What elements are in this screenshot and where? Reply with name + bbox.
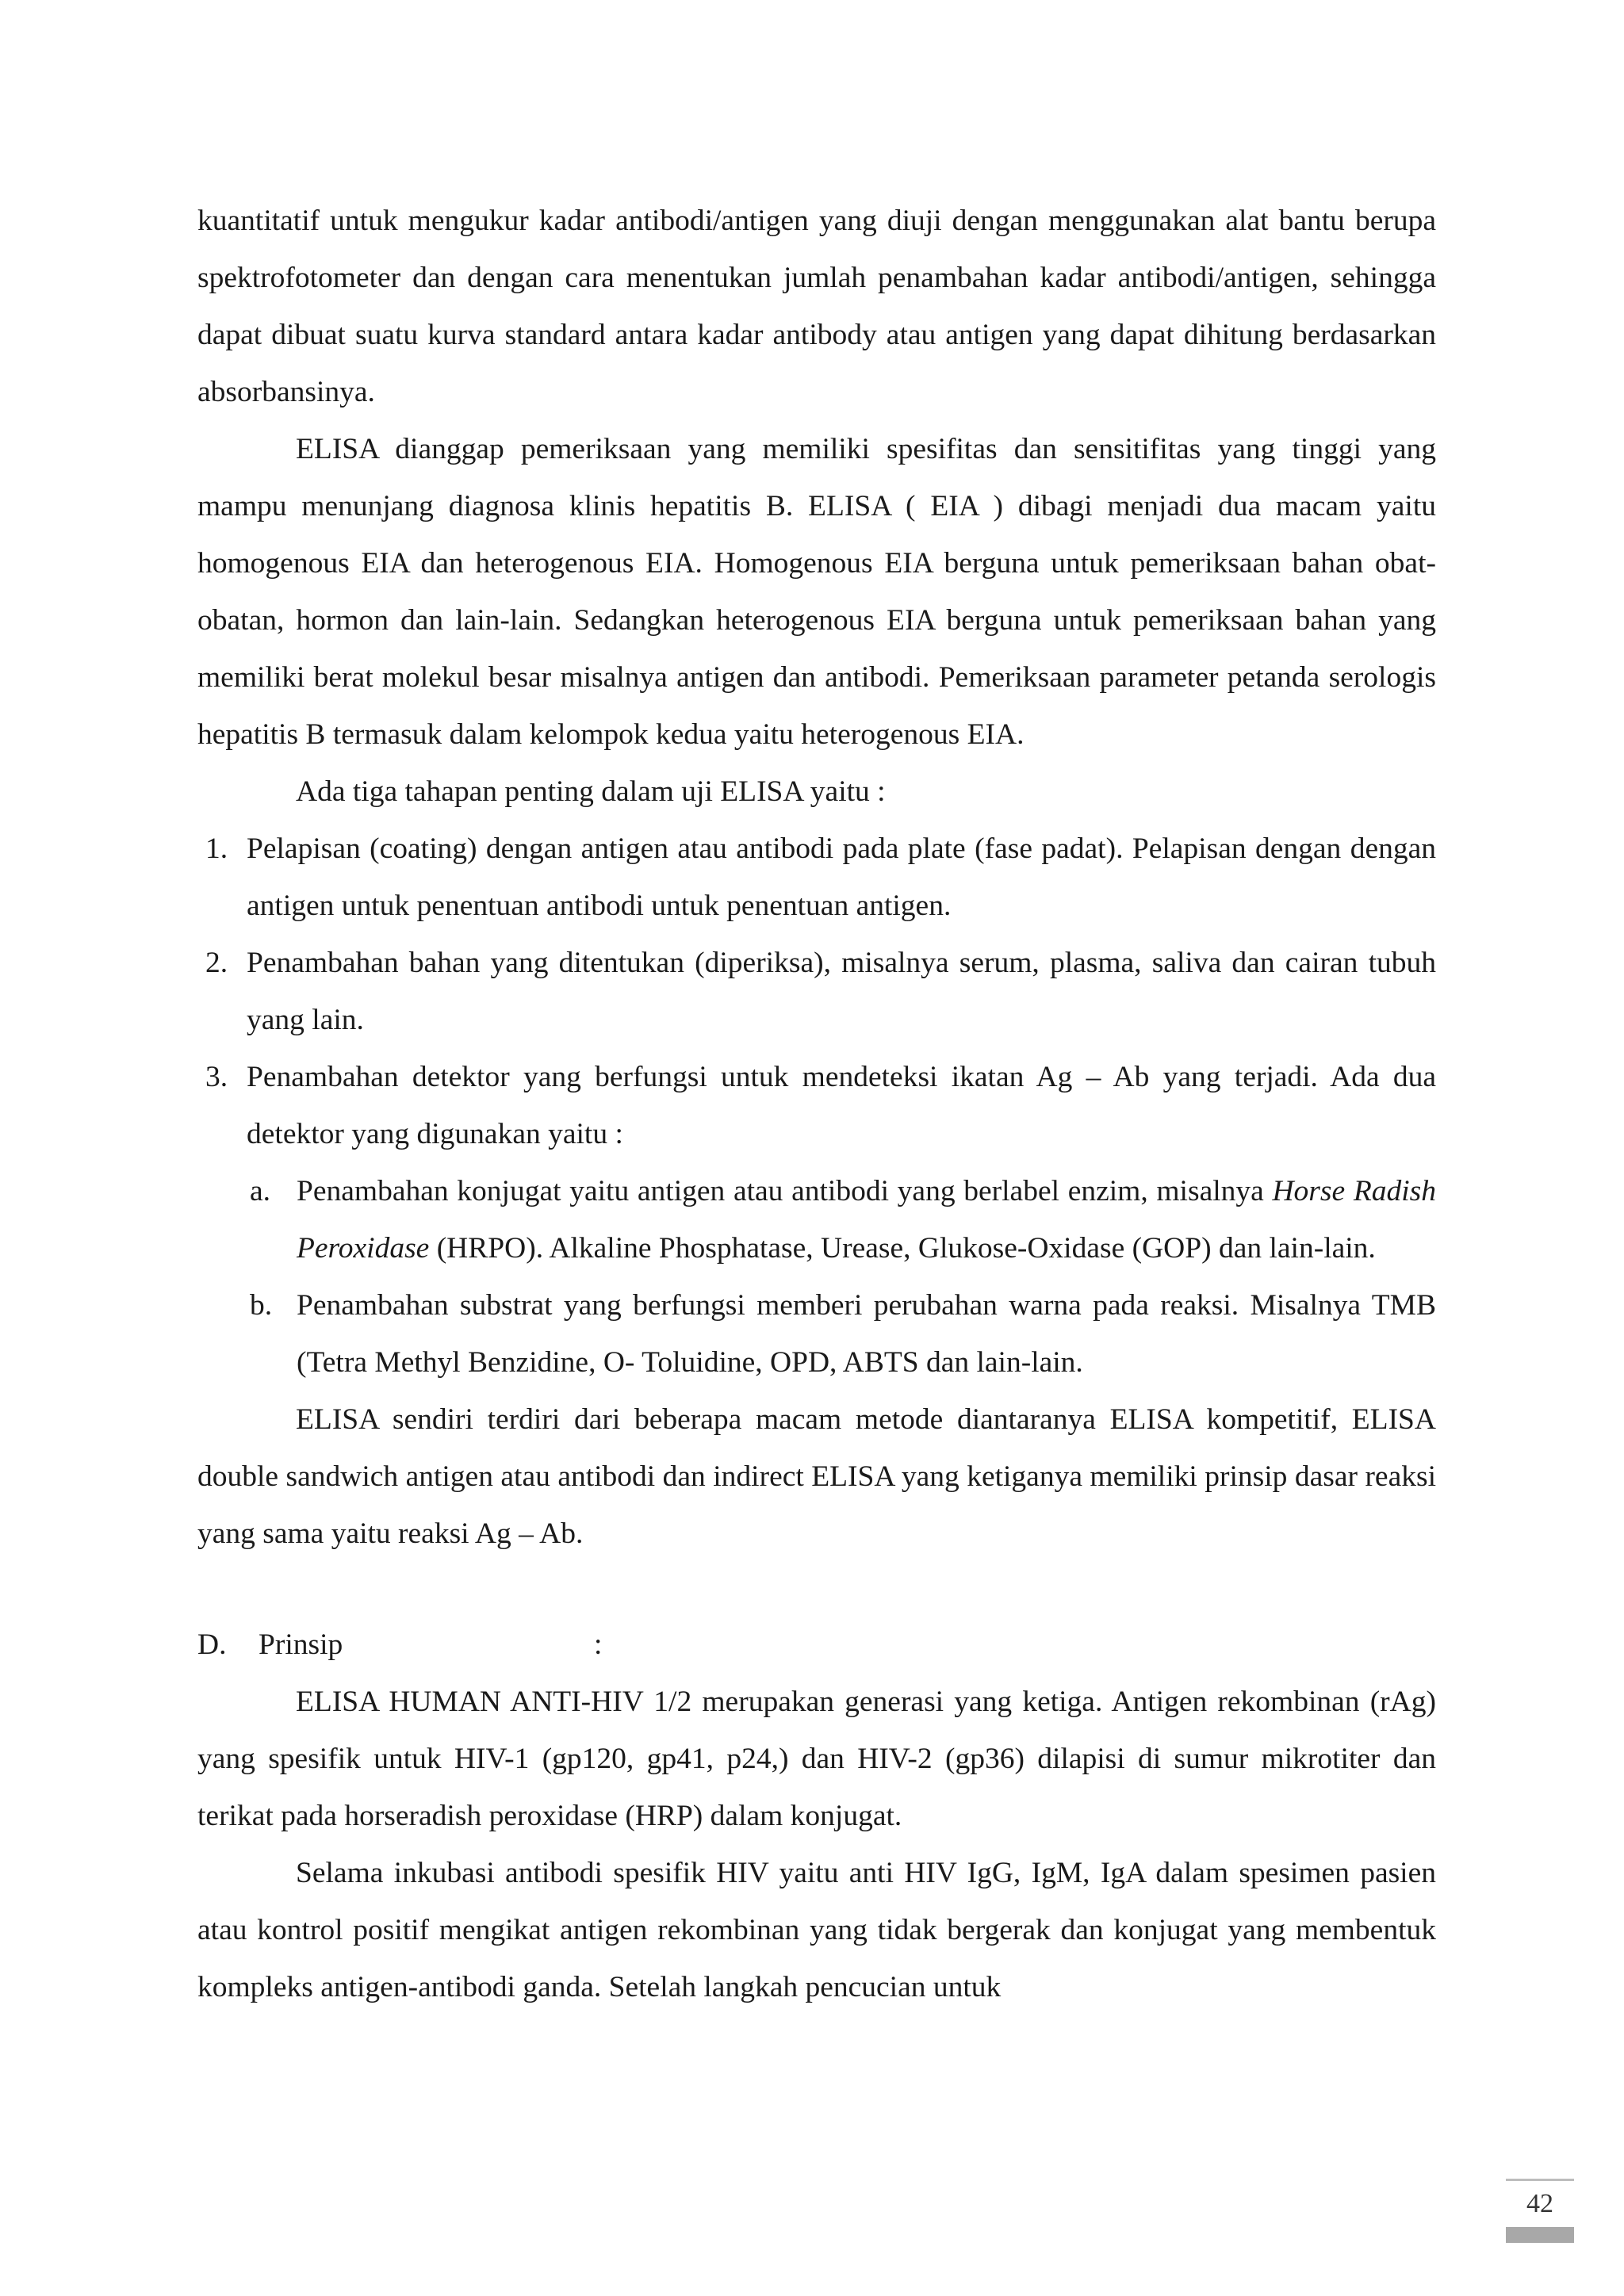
section-number: D. — [197, 1628, 227, 1661]
paragraph-elisa-methods: ELISA sendiri terdiri dari beberapa macam metode diantaranya ELISA kompetitif, ELISA double sandwich antigen atau antibodi dan indirect ELISA yang ketiganya memiliki prinsip dasar reaksi yang sama yaitu reaksi Ag – Ab. — [197, 1403, 1436, 1550]
sub-list-text-after: (HRPO). Alkaline Phosphatase, Urease, Glukose-Oxidase (GOP) dan lain-lain. — [429, 1232, 1376, 1265]
page-number: 42 — [1526, 2189, 1553, 2218]
section-heading — [197, 1617, 1436, 1674]
section-colon: : — [594, 1628, 603, 1661]
list-item — [197, 935, 1436, 1049]
italic-term: Horse Radish Peroxidase — [297, 1175, 1436, 1265]
list-item-text: Penambahan bahan yang ditentukan (diperiksa), misalnya serum, plasma, saliva dan cairan tubuh yang lain. — [247, 947, 1436, 1036]
elisa-steps-list — [197, 821, 1436, 1391]
section-title: Prinsip — [259, 1628, 343, 1661]
list-item — [197, 821, 1436, 935]
sub-list-text-before: Penambahan konjugat yaitu antigen atau antibodi yang berlabel enzim, misalnya — [297, 1175, 1273, 1207]
page-number-bar — [1506, 2227, 1574, 2243]
sub-list-letter: a. — [250, 1175, 271, 1207]
paragraph-principle-1: ELISA HUMAN ANTI-HIV 1/2 merupakan generasi yang ketiga. Antigen rekombinan (rAg) yang spesifik untuk HIV-1 (gp120, gp41, p24,) dan HIV-2 (gp36) dilapisi di sumur mikrotiter dan terikat pada horseradish peroxidase (HRP) dalam konjugat. — [197, 1686, 1436, 1832]
list-item-number: 2. — [205, 947, 228, 979]
list-item-number: 3. — [205, 1061, 228, 1093]
paragraph-principle-2: Selama inkubasi antibodi spesifik HIV yaitu anti HIV IgG, IgM, IgA dalam spesimen pasien atau kontrol positif mengikat antigen rekombinan yang tidak bergerak dan konjugat yang membentuk kompleks antigen-antibodi ganda. Setelah langkah pencucian untuk — [197, 1857, 1436, 2003]
page-number-box — [1506, 2179, 1574, 2243]
sub-list-item — [197, 1277, 1436, 1391]
list-item-text: Pelapisan (coating) dengan antigen atau antibodi pada plate (fase padat). Pelapisan dengan dengan antigen untuk penentuan antibodi untuk penentuan antigen. — [247, 832, 1436, 922]
document-body — [197, 193, 1436, 2016]
paragraph-elisa-stages-intro: Ada tiga tahapan penting dalam uji ELISA yaitu : — [296, 775, 886, 808]
paragraph-elisa-specificity: ELISA dianggap pemeriksaan yang memiliki spesifitas dan sensitifitas yang tinggi yang mampu menunjang diagnosa klinis hepatitis B. ELISA ( EIA ) dibagi menjadi dua macam yaitu homogenous EIA dan heterogenous EIA. Homogenous EIA berguna untuk pemeriksaan bahan obat-obatan, hormon dan lain-lain. Sedangkan heterogenous EIA berguna untuk pemeriksaan bahan yang memiliki berat molekul besar misalnya antigen dan antibodi. Pemeriksaan parameter petanda serologis hepatitis B termasuk dalam kelompok kedua yaitu heterogenous EIA. — [197, 433, 1436, 751]
sub-list-text: Penambahan substrat yang berfungsi memberi perubahan warna pada reaksi. Misalnya TMB (Tetra Methyl Benzidine, O- Toluidine, OPD, ABTS dan lain-lain. — [297, 1289, 1436, 1379]
list-item-text: Penambahan detektor yang berfungsi untuk mendeteksi ikatan Ag – Ab yang terjadi. Ada dua detektor yang digunakan yaitu : — [247, 1061, 1436, 1150]
paragraph-continuation: kuantitatif untuk mengukur kadar antibodi/antigen yang diuji dengan menggunakan alat bantu berupa spektrofotometer dan dengan cara menentukan jumlah penambahan kadar antibodi/antigen, sehingga dapat dibuat suatu kurva standard antara kadar antibody atau antigen yang dapat dihitung berdasarkan absorbansinya. — [197, 205, 1436, 408]
sub-list-item — [197, 1163, 1436, 1277]
list-item-number: 1. — [205, 832, 228, 865]
sub-list-text — [297, 1175, 1436, 1265]
list-item — [197, 1049, 1436, 1163]
sub-list-letter: b. — [250, 1289, 273, 1322]
